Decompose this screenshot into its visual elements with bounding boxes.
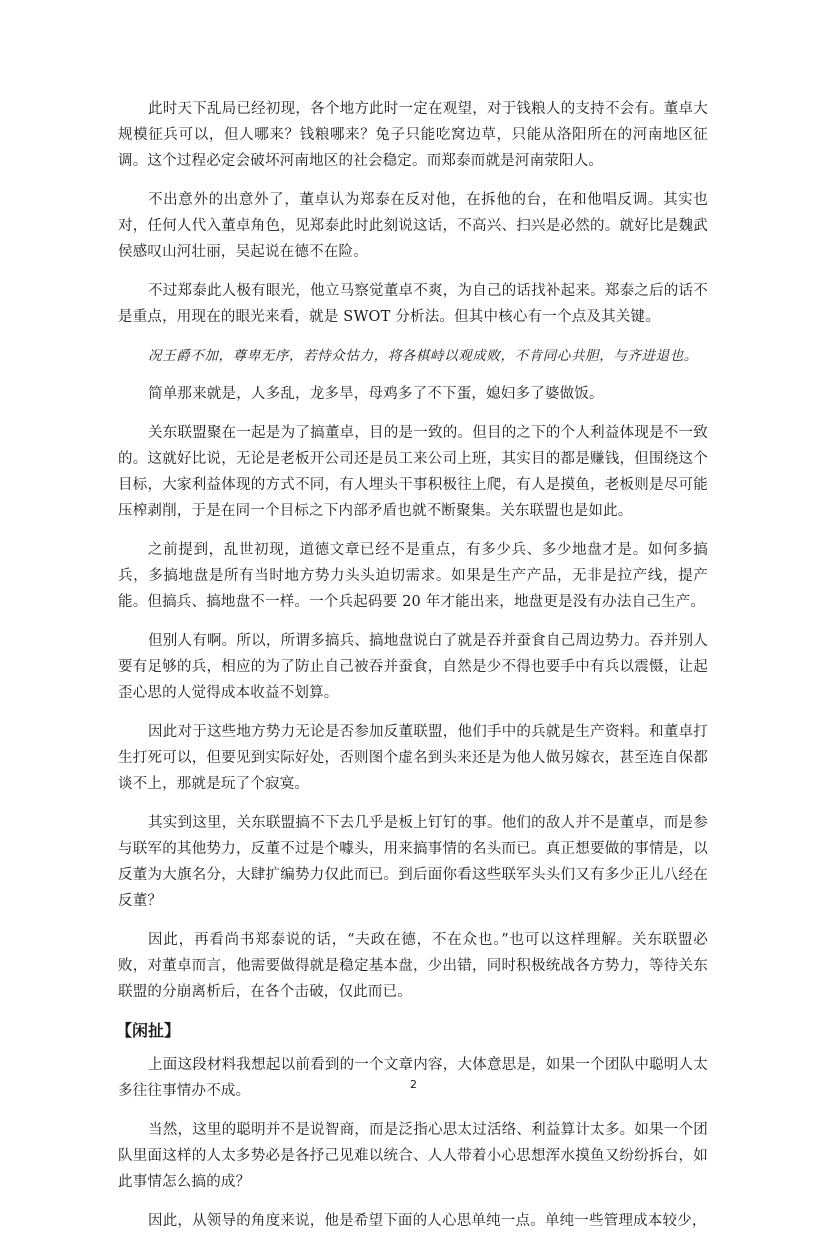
paragraph: 上面这段材料我想起以前看到的一个文章内容，大体意思是，如果一个团队中聪明人太多往往事情办不成。	[118, 1057, 708, 1099]
paragraph: 关东联盟聚在一起是为了搞董卓，目的是一致的。但目的之下的个人利益体现是不一致的。这就好比说，无论是老板开公司还是员工来公司上班，其实目的都是赚钱，但围绕这个目标，大家利益体现的方式不同，有人埋头干事积极往上爬，有人是摸鱼，老板则是尽可能压榨剥削，于是在同一个目标之下内部矛盾也就不断聚集。关东联盟也是如此。	[118, 425, 708, 519]
paragraph: 因此对于这些地方势力无论是否参加反董联盟，他们手中的兵就是生产资料。和董卓打生打死可以，但要见到实际好处，否则图个虚名到头来还是为他人做另嫁衣，甚至连自保都谈不上，那就是玩了个寂寞。	[118, 724, 708, 792]
paragraph: 因此，从领导的角度来说，他是希望下面的人心思单纯一点。单纯一些管理成本较少，	[148, 1213, 707, 1229]
page-number: 2	[410, 1078, 417, 1091]
paragraph: 之前提到，乱世初现，道德文章已经不是重点，有多少兵、多少地盘才是。如何多搞兵，多搞地盘是所有当时地方势力头头迫切需求。如果是生产产品，无非是拉产线，提产能。但搞兵、搞地盘不一样。一个兵起码要 20 年才能出来，地盘更是没有办法自己生产。	[118, 542, 708, 610]
paragraph: 当然，这里的聪明并不是说智商，而是泛指心思太过活络、利益算计太多。如果一个团队里面这样的人太多势必是各抒己见难以统合、人人带着小心思想浑水摸鱼又纷纷拆台，如此事情怎么搞的成？	[118, 1122, 708, 1190]
paragraph: 因此，再看尚书郑泰说的话，“夫政在德，不在众也。”也可以这样理解。关东联盟必败，对董卓而言，他需要做得就是稳定基本盘，少出错，同时积极统战各方势力，等待关东联盟的分崩离析后，在各个击破，仅此而已。	[118, 932, 708, 1000]
paragraph: 不过郑泰此人极有眼光，他立马察觉董卓不爽，为自己的话找补起来。郑泰之后的话不是重点，用现在的眼光来看，就是 SWOT 分析法。但其中核心有一个点及其关键。	[118, 283, 708, 325]
paragraph: 简单那来就是，人多乱，龙多旱，母鸡多了不下蛋，媳妇多了婆做饭。	[148, 386, 604, 402]
paragraph: 不出意外的出意外了，董卓认为郑泰在反对他，在拆他的台，在和他唱反调。其实也对，任何人代入董卓角色，见郑泰此时此刻说这话，不高兴、扫兴是必然的。就好比是魏武侯感叹山河壮丽，吴起说在德不在险。	[118, 192, 708, 260]
paragraph: 其实到这里，关东联盟搞不下去几乎是板上钉钉的事。他们的敌人并不是董卓，而是参与联军的其他势力，反董不过是个噱头，用来搞事情的名头而已。真正想要做的事情是，以反董为大旗名分，大肆扩编势力仅此而已。到后面你看这些联军头头们又有多少正儿八经在反董？	[118, 815, 708, 909]
paragraph: 但别人有啊。所以，所谓多搞兵、搞地盘说白了就是吞并蚕食自己周边势力。吞并别人要有足够的兵，相应的为了防止自己被吞并蚕食，自然是少不得也要手中有兵以震慑，让起歪心思的人觉得成本收益不划算。	[118, 633, 708, 701]
classical-quote: 况王爵不加，尊卑无序，若恃众怙力，将各棋峙以观成败，不肯同心共胆，与齐进退也。	[148, 348, 698, 364]
document-page	[118, 96, 708, 1247]
paragraph: 此时天下乱局已经初现，各个地方此时一定在观望，对于钱粮人的支持不会有。董卓大规模征兵可以，但人哪来？钱粮哪来？兔子只能吃窝边草，只能从洛阳所在的河南地区征调。这个过程必定会破坏河南地区的社会稳定。而郑泰而就是河南荥阳人。	[118, 101, 708, 169]
section-heading: 【闲扯】	[116, 1021, 181, 1040]
